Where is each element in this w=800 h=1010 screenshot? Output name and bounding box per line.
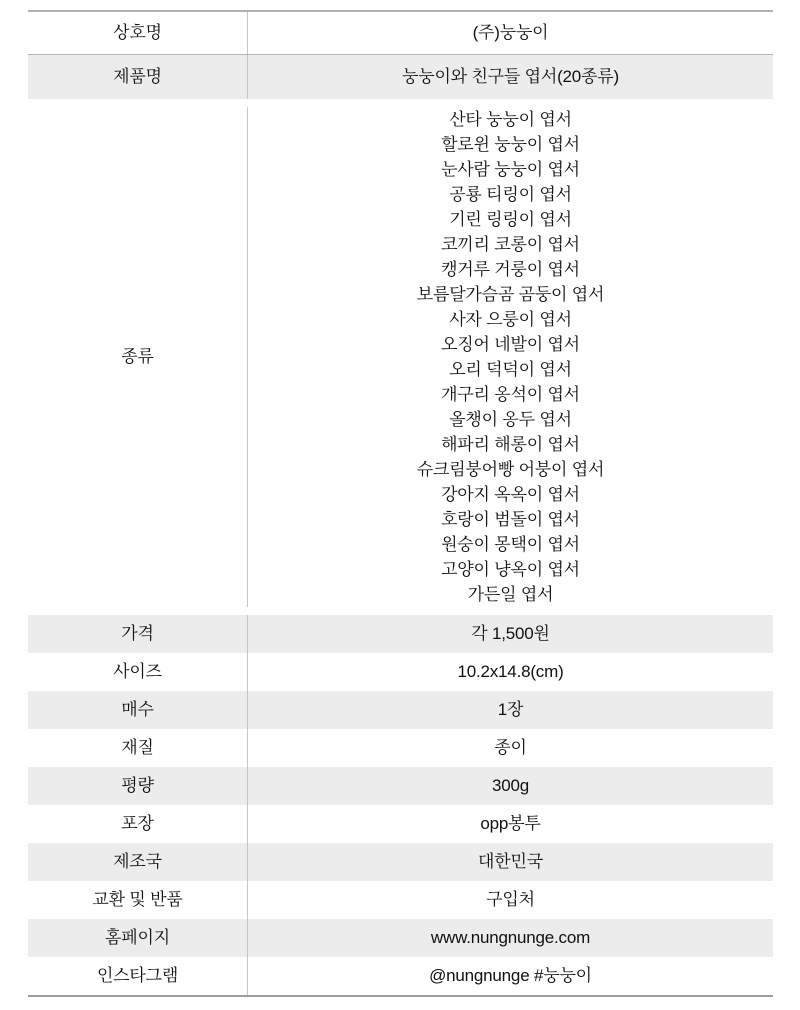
row-label: 평량 bbox=[28, 767, 248, 805]
type-list-line: 고양이 냥옥이 엽서 bbox=[441, 560, 580, 579]
row-value-list bbox=[248, 107, 773, 607]
row-value: 10.2x14.8(cm) bbox=[457, 661, 564, 681]
type-list-line: 원숭이 몽택이 엽서 bbox=[441, 535, 580, 554]
product-info-table bbox=[28, 10, 773, 997]
type-list-line: 기린 링링이 엽서 bbox=[449, 210, 572, 229]
type-list-line: 오리 덕덕이 엽서 bbox=[449, 360, 572, 379]
table-row bbox=[28, 12, 773, 55]
type-list-line: 오징어 네발이 엽서 bbox=[441, 335, 580, 354]
type-list-line: 보름달가슴곰 곰둥이 엽서 bbox=[416, 285, 605, 304]
table-row bbox=[28, 55, 773, 99]
row-value: @nungnunge #눙눙이 bbox=[429, 965, 592, 985]
type-list-line: 호랑이 범돌이 엽서 bbox=[441, 510, 580, 529]
row-label: 재질 bbox=[28, 729, 248, 767]
table-row bbox=[28, 653, 773, 691]
table-row bbox=[28, 99, 773, 615]
type-list-line: 해파리 해롱이 엽서 bbox=[441, 435, 580, 454]
table-row bbox=[28, 881, 773, 919]
type-list-line: 코끼리 코롱이 엽서 bbox=[441, 235, 580, 254]
row-value: 눙눙이와 친구들 엽서(20종류) bbox=[402, 66, 619, 86]
row-value: opp봉투 bbox=[480, 813, 541, 833]
type-list-line: 슈크림붕어빵 어붕이 엽서 bbox=[416, 460, 605, 479]
row-label: 교환 및 반품 bbox=[28, 881, 248, 919]
row-value: 종이 bbox=[494, 737, 527, 757]
row-label: 종류 bbox=[28, 107, 248, 607]
table-row bbox=[28, 615, 773, 653]
table-row bbox=[28, 805, 773, 843]
row-label: 가격 bbox=[28, 615, 248, 653]
row-label: 포장 bbox=[28, 805, 248, 843]
row-label: 매수 bbox=[28, 691, 248, 729]
table-row bbox=[28, 691, 773, 729]
row-value: 구입처 bbox=[486, 889, 535, 909]
row-label: 상호명 bbox=[28, 12, 248, 54]
row-label: 인스타그램 bbox=[28, 957, 248, 995]
table-row bbox=[28, 919, 773, 957]
row-value: 1장 bbox=[497, 699, 524, 719]
row-label: 사이즈 bbox=[28, 653, 248, 691]
type-list-line: 공룡 티링이 엽서 bbox=[449, 185, 572, 204]
type-list-line: 개구리 옹석이 엽서 bbox=[441, 385, 580, 404]
table-row bbox=[28, 729, 773, 767]
row-value: 각 1,500원 bbox=[471, 623, 550, 643]
row-value: (주)눙눙이 bbox=[472, 22, 549, 42]
table-row bbox=[28, 767, 773, 805]
row-label: 제조국 bbox=[28, 843, 248, 881]
type-list-line: 가든일 엽서 bbox=[467, 585, 554, 604]
table-row bbox=[28, 843, 773, 881]
row-value: 대한민국 bbox=[478, 851, 543, 871]
type-list-line: 캥거루 거룽이 엽서 bbox=[441, 260, 580, 279]
type-list-line: 산타 눙눙이 엽서 bbox=[449, 110, 572, 129]
row-label: 제품명 bbox=[28, 55, 248, 99]
row-label: 홈페이지 bbox=[28, 919, 248, 957]
row-value: 300g bbox=[491, 775, 530, 795]
row-value: www.nungnunge.com bbox=[430, 927, 591, 947]
type-list-line: 눈사람 눙눙이 엽서 bbox=[441, 160, 580, 179]
type-list-line: 할로윈 눙눙이 엽서 bbox=[441, 135, 580, 154]
type-list-line: 올챙이 옹두 엽서 bbox=[449, 410, 572, 429]
type-list-line: 사자 으룽이 엽서 bbox=[449, 310, 572, 329]
type-list-line: 강아지 옥옥이 엽서 bbox=[441, 485, 580, 504]
table-row bbox=[28, 957, 773, 995]
